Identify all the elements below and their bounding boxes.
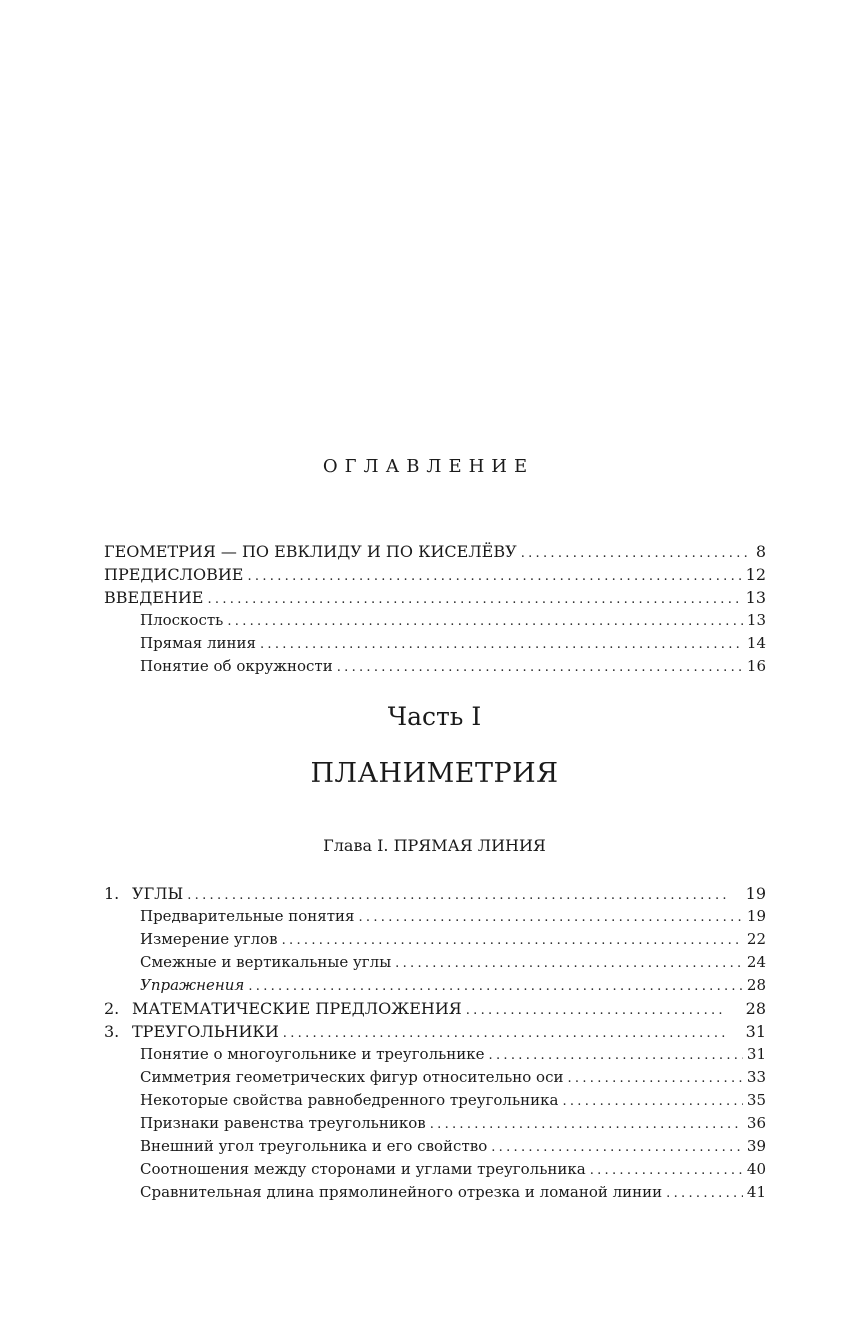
toc-entry-page: 31	[745, 1022, 766, 1041]
dot-leader	[491, 1136, 743, 1159]
toc-entry-page: 19	[745, 884, 766, 903]
toc-entry-page: 13	[745, 588, 766, 607]
toc-entry-title: Понятие об окружности	[140, 657, 333, 675]
toc-entry-title: Прямая линия	[140, 634, 256, 652]
toc-entry-page: 41	[746, 1183, 766, 1201]
toc-section[interactable]	[104, 997, 766, 1020]
dot-leader	[567, 1067, 742, 1090]
toc-entry-page: 14	[746, 634, 766, 652]
toc-section[interactable]	[104, 882, 766, 905]
dot-leader	[247, 565, 741, 588]
dot-leader	[283, 1022, 726, 1045]
dot-leader	[489, 1044, 743, 1067]
toc-entry-page: 22	[746, 930, 766, 948]
toc-entry-page: 24	[746, 953, 766, 971]
toc-entry-title: Внешний угол треугольника и его свойство	[140, 1137, 488, 1155]
dot-leader	[466, 999, 726, 1022]
toc-subentry[interactable]	[104, 1158, 766, 1181]
toc-entry-title: Упражнения	[140, 976, 245, 994]
toc-entry-page: 36	[746, 1114, 766, 1132]
toc-entry-title: Измерение углов	[140, 930, 278, 948]
toc-entry-page: 31	[746, 1045, 766, 1063]
toc-entry-page: 28	[745, 999, 766, 1018]
toc-subentry[interactable]	[104, 1066, 766, 1089]
toc-entry-page: 12	[745, 565, 766, 584]
dot-leader	[187, 884, 725, 907]
section-number: 2.	[104, 999, 120, 1018]
toc-entry[interactable]	[104, 563, 766, 586]
toc-entry-title: УГЛЫ	[132, 884, 184, 903]
toc-entry-page: 40	[746, 1160, 766, 1178]
toc-subentry[interactable]	[104, 951, 766, 974]
toc-subentry[interactable]	[104, 928, 766, 951]
dot-leader	[282, 929, 743, 952]
toc-entry[interactable]	[104, 586, 766, 609]
dot-leader	[337, 656, 743, 679]
toc-subentry[interactable]	[104, 974, 766, 997]
dot-leader	[207, 588, 741, 611]
toc-entry-title: ПРЕДИСЛОВИЕ	[104, 565, 244, 584]
toc-entry-title: МАТЕМАТИЧЕСКИЕ ПРЕДЛОЖЕНИЯ	[132, 999, 462, 1018]
toc-section[interactable]	[104, 1020, 766, 1043]
toc-entry-page: 13	[746, 611, 766, 629]
toc-subentry[interactable]	[104, 1112, 766, 1135]
part-label: Часть I	[387, 702, 482, 731]
toc-entry-page: 19	[746, 907, 766, 925]
dot-leader	[227, 610, 743, 633]
toc-subentry[interactable]	[104, 1089, 766, 1112]
toc-subentry[interactable]	[104, 1043, 766, 1066]
toc-entry-page: 33	[746, 1068, 766, 1086]
toc-entry-title: Некоторые свойства равнобедренного треугольника	[140, 1091, 559, 1109]
toc-subentry[interactable]	[104, 609, 766, 632]
page-title: ОГЛАВЛЕНИЕ	[322, 456, 535, 477]
toc-entry-title: Соотношения между сторонами и углами треугольника	[140, 1160, 586, 1178]
dot-leader	[562, 1090, 742, 1113]
toc-subentry[interactable]	[104, 1181, 766, 1204]
toc-entry-title: Симметрия геометрических фигур относительно оси	[140, 1068, 564, 1086]
toc-subentry[interactable]	[104, 905, 766, 928]
dot-leader	[666, 1182, 743, 1205]
dot-leader	[358, 906, 742, 929]
toc-entry-page: 16	[746, 657, 766, 675]
toc-subentry[interactable]	[104, 655, 766, 678]
toc-entry-title: Предварительные понятия	[140, 907, 355, 925]
section-number: 3.	[104, 1022, 120, 1041]
toc-entry[interactable]	[104, 540, 766, 563]
chapter-title: Глава I. ПРЯМАЯ ЛИНИЯ	[323, 836, 546, 855]
toc-entry-title: Сравнительная длина прямолинейного отрезка и ломаной линии	[140, 1183, 663, 1201]
dot-leader	[521, 542, 748, 565]
dot-leader	[248, 975, 743, 998]
toc-entry-title: Смежные и вертикальные углы	[140, 953, 392, 971]
toc-entry-title: ГЕОМЕТРИЯ — ПО ЕВКЛИДУ И ПО КИСЕЛЁВУ	[104, 542, 517, 561]
toc-entry-title: Признаки равенства треугольников	[140, 1114, 426, 1132]
toc-entry-page: 39	[746, 1137, 766, 1155]
toc-entry-title: ВВЕДЕНИЕ	[104, 588, 204, 607]
dot-leader	[395, 952, 743, 975]
section-number: 1.	[104, 884, 120, 903]
toc-subentry[interactable]	[104, 632, 766, 655]
toc-entry-page: 35	[746, 1091, 766, 1109]
dot-leader	[430, 1113, 743, 1136]
toc-entry-page: 8	[755, 542, 766, 561]
toc-subentry[interactable]	[104, 1135, 766, 1158]
toc-entry-page: 28	[746, 976, 766, 994]
part-title: ПЛАНИМЕТРИЯ	[310, 758, 559, 789]
dot-leader	[590, 1159, 743, 1182]
toc-entry-title: Понятие о многоугольнике и треугольнике	[140, 1045, 485, 1063]
chapter-toc	[104, 882, 766, 1204]
toc-entry-title: ТРЕУГОЛЬНИКИ	[132, 1022, 279, 1041]
front-matter-toc	[104, 540, 766, 678]
dot-leader	[260, 633, 743, 656]
toc-entry-title: Плоскость	[140, 611, 224, 629]
